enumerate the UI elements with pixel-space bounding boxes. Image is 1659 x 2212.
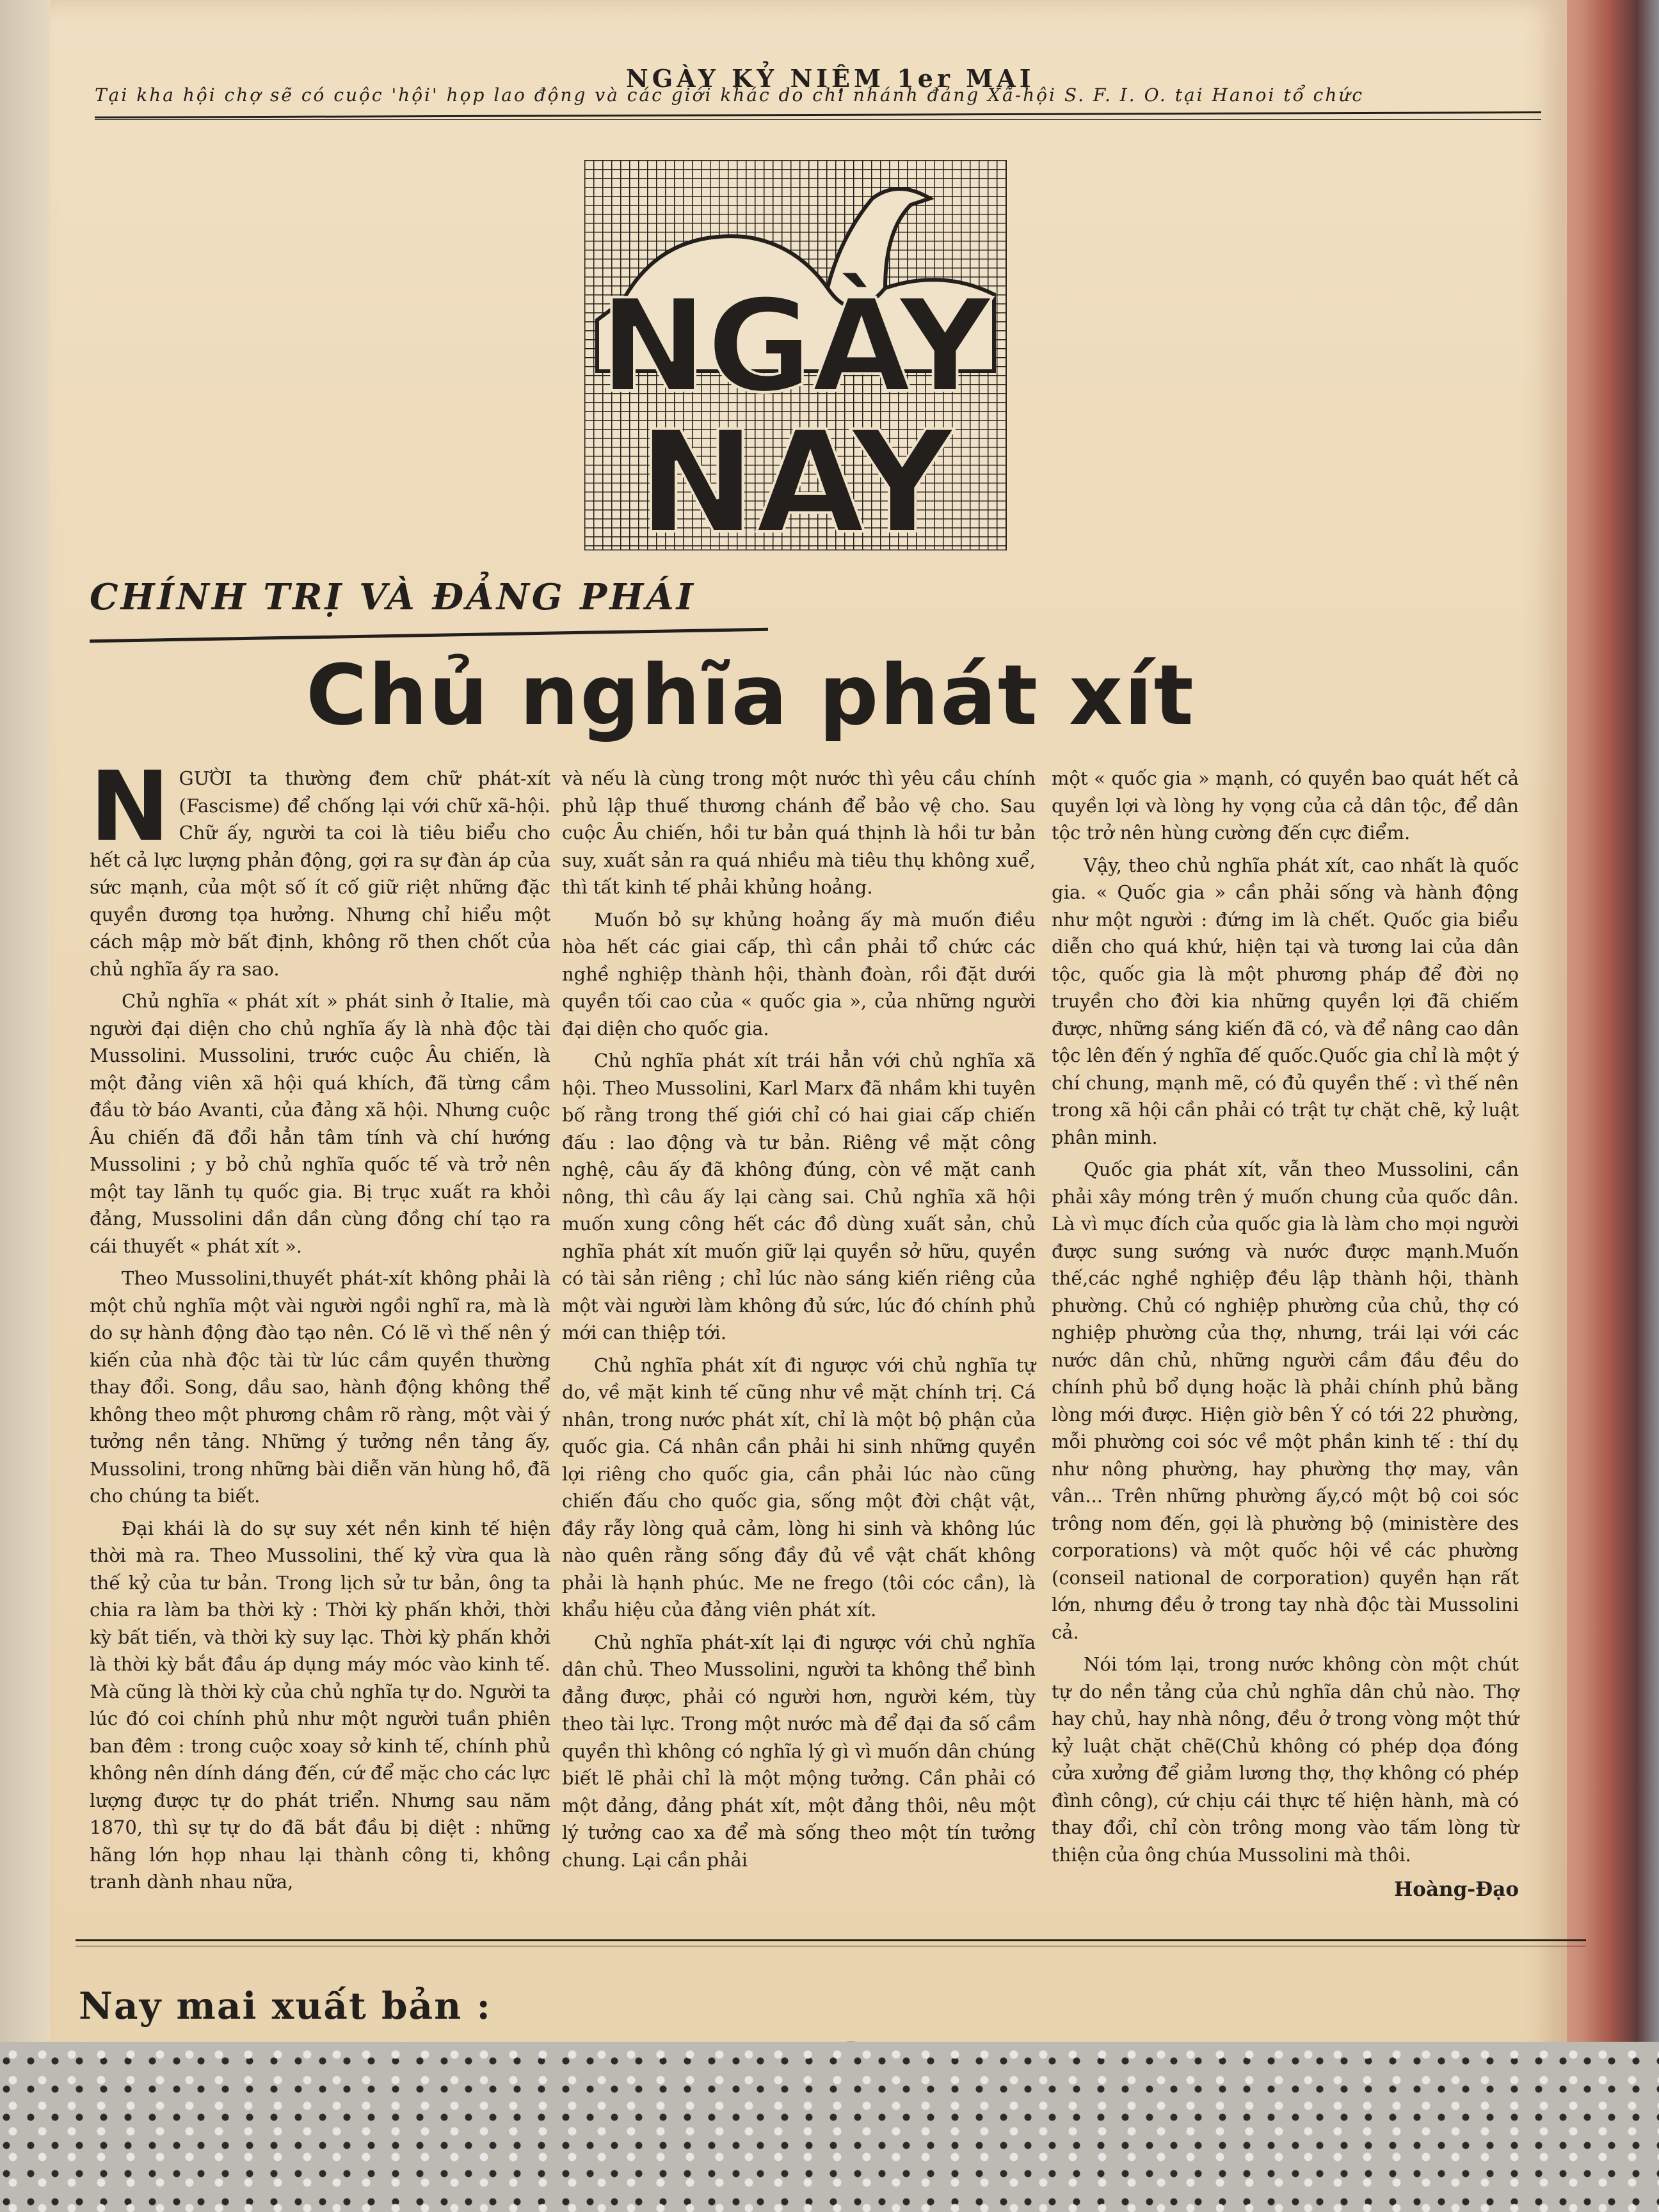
newspaper-page — [50, 0, 1567, 2125]
top-rule — [95, 111, 1541, 118]
headline: Chủ nghĩa phát xít — [306, 646, 1195, 744]
facing-page-edge — [0, 0, 58, 2212]
paragraph: Đại khái là do sự suy xét nền kinh tế hiện thời mà ra. Theo Mussolini, thế kỷ vừa qua là thế kỷ của tư bản. Trong lịch sử tư bản, ông ta chia ra làm ba thời kỳ : Thời kỳ phấn khởi, thời kỳ bất tiến, và thời kỳ suy lạc. Thời kỳ phấn khởi là thời kỳ bắt đầu áp dụng máy móc vào kinh tế. Mà cũng là thời kỳ của chủ nghĩa tự do. Người ta lúc đó coi chính phủ như một người tuần phiên ban đêm : trong cuộc xoay sở kinh tế, chính phủ không nên dính dáng đến, cứ để mặc cho các lực lượng được tự do phát triển. Nhưng sau năm 1870, thì sự tự do đã bắt đầu bị diệt : những hãng lớn họp nhau lại thành công ti, không tranh dành nhau nữa, — [90, 1517, 550, 1893]
bottom-rule — [76, 1939, 1586, 1941]
fabric-background — [0, 2042, 1659, 2212]
logo-word-nay: NAY — [637, 401, 954, 550]
paragraph: Vậy, theo chủ nghĩa phát xít, cao nhất là quốc gia. « Quốc gia » cần phải sống và hành động như một người : đứng im là chết. Quốc gia biểu diễn cho quá khứ, hiện tại và tương lai của dân tộc, quốc gia là một phương pháp để đời nọ truyền cho đời kia những quyền lợi đã chiếm được, những sáng kiến đã có, và để nâng cao dân tộc lên đến ý nghĩa đế quốc.Quốc gia chỉ là một ý chí chung, mạnh mẽ, có đủ quyền thế : vì thế nên trong xã hội cần phải có trật tự chặt chẽ, kỷ luật phân minh. — [1052, 854, 1519, 1148]
ngay-nay-logo — [584, 160, 1007, 550]
announcement-label: Nay mai xuất bản : — [79, 1984, 492, 2028]
paragraph: Chủ nghĩa phát xít đi ngược với chủ nghĩa tự do, về mặt kinh tế cũng như về mặt chính trị. Cá nhân, trong nước phát xít, chỉ là một bộ phận của quốc gia. Cá nhân cần phải hi sinh những quyền lợi riêng cho quốc gia, cần phải lúc nào cũng chiến đấu cho quốc gia, sống một đời chật vật, đầy rẫy lòng quả cảm, lòng hi sinh và không lúc nào quên rằng sống đầy đủ về vật chất không phải là hạnh phúc. Me ne frego (tôi cóc cần), là khẩu hiệu của đảng viên phát xít. — [562, 1354, 1036, 1621]
author-byline: Hoàng-Đạo — [1394, 1878, 1519, 1901]
section-label: CHÍNH TRỊ VÀ ĐẢNG PHÁI — [90, 576, 696, 618]
top-rule-thin — [95, 119, 1541, 120]
masthead: NGÀY KỶ NIỆM 1er MAI — [626, 64, 1035, 93]
paragraph: Muốn bỏ sự khủng hoảng ấy mà muốn điều hòa hết các giai cấp, thì cần phải tổ chức các nghề nghiệp thành hội, thành đoàn, rồi đặt dưới quyền tối cao của « quốc gia », của những người đại diện cho quốc gia. — [562, 908, 1036, 1039]
logo-word-ngay: NGÀY — [599, 272, 992, 421]
paragraph: và nếu là cùng trong một nước thì yêu cầu chính phủ lập thuế thương chánh để bảo vệ cho. Sau cuộc Âu chiến, hồi tư bản quá thịnh là hồi tư bản suy, xuất sản ra quá nhiều mà tiêu thụ không xuể, thì tất kinh tế phải khủng hoảng. — [562, 767, 1036, 898]
paragraph: Chủ nghĩa « phát xít » phát sinh ở Italie, mà người đại diện cho chủ nghĩa ấy là nhà độc tài Mussolini. Mussolini, trước cuộc Âu chiến, là một đảng viên xã hội quá khích, đã từng cầm đầu tờ báo Avanti, của đảng xã hội. Nhưng cuộc Âu chiến đã đổi hẳn tâm tính và chí hướng Mussolini ; y bỏ chủ nghĩa quốc tế và trở nên một tay lãnh tụ quốc gia. Bị trục xuất ra khỏi đảng, Mussolini dần dần cùng đồng chí tạo ra cái thuyết « phát xít ». — [90, 990, 550, 1257]
paragraph: Nói tóm lại, trong nước không còn một chút tự do nền tảng của chủ nghĩa dân chủ nào. Thợ hay chủ, hay nhà nông, đều ở trong vòng một thứ kỷ luật chặt chẽ(Chủ không có phép dọa đóng cửa xưởng để giảm lương thợ, thợ không có phép đình công), cứ chịu cái thực tế hiện hành, mà có thay đổi, chỉ còn trông mong vào tấm lòng từ thiện của ông chúa Mussolini mà thôi. — [1052, 1653, 1519, 1866]
section-underline — [90, 628, 768, 643]
article-column-2 — [562, 765, 1036, 1879]
drop-cap: N — [90, 751, 170, 863]
article-column-1 — [90, 751, 550, 1901]
paragraph: Quốc gia phát xít, vẫn theo Mussolini, cần phải xây móng trên ý muốn chung của quốc dân. Là vì mục đích của quốc gia là làm cho mọi người được sung sướng và nước được mạnh.Muốn thế,các nghề nghiệp đều lập thành hội, thành phường. Chủ có nghiệp phường của chủ, thợ có nghiệp phường của thợ, nhưng, trái lại với các nước dân chủ, những người cầm đầu đều do chính phủ bổ dụng hoặc là phải chính phủ bằng lòng mới được. Hiện giờ bên Ý có tới 22 phường, mỗi phường coi sóc về một phần kinh tế : thí dụ như nông phường, hay phường thợ may, vân vân... Trên những phường ấy,có một bộ coi sóc trông nom đến, gọi là phường bộ (ministère des corporations) và một quốc hội về các phường (conseil national de corporation) quyền hạn rất lớn, nhưng đều ở trong tay nhà độc tài Mussolini cả. — [1052, 1158, 1519, 1643]
paragraph: Theo Mussolini,thuyết phát-xít không phải là một chủ nghĩa một vài người ngồi nghĩ ra, mà là do sự hành động đào tạo nên. Có lẽ vì thế nên ý kiến của nhà độc tài từ lúc cầm quyền thường thay đổi. Song, dầu sao, hành động không thể không theo một phương châm rõ ràng, một vài ý tưởng nền tảng. Những ý tưởng nền tảng ấy, Mussolini, trong những bài diễn văn hùng hồ, đã cho chúng ta biết. — [90, 1267, 550, 1507]
article-column-3 — [1052, 765, 1519, 1903]
intro-line: Tại kha hội chợ sẽ có cuộc 'hội' họp lao động và các giới khác do chi nhánh đảng Xã-hội S. F. I. O. tại Hanoi tổ chức — [95, 84, 1365, 106]
paragraph: một « quốc gia » mạnh, có quyền bao quát hết cả quyền lợi và lòng hy vọng của cả dân tộc, để dân tộc trở nên hùng cường đến cực điểm. — [1052, 767, 1519, 844]
paragraph: Chủ nghĩa phát xít trái hẳn với chủ nghĩa xã hội. Theo Mussolini, Karl Marx đã nhầm khi tuyên bố rằng trong thế giới chỉ có hai giai cấp chiến đấu : lao động và tư bản. Riêng về mặt công nghệ, câu ấy đã không đúng, còn về mặt canh nông, thì câu ấy lại càng sai. Chủ nghĩa xã hội muốn xung công hết các đồ dùng xuất sản, chủ nghĩa phát xít muốn giữ lại quyền sở hữu, quyền có tài sản riêng ; chỉ lúc nào sáng kiến riêng của một vài người làm không đủ sức, lúc đó chính phủ mới can thiệp tới. — [562, 1050, 1036, 1343]
paragraph: GƯỜI ta thường đem chữ phát-xít (Fascisme) để chống lại với chữ xã-hội. Chữ ấy, người ta coi là tiêu biểu cho hết cả lực lượng phản động, gợi ra sự đàn áp của sức mạnh, của một số ít cố giữ riệt những đặc quyền đương tọa hưởng. Nhưng chỉ hiểu một cách mập mờ bất định, không rõ then chốt của chủ nghĩa ấy ra sao. — [90, 767, 550, 980]
paragraph: Chủ nghĩa phát-xít lại đi ngược với chủ nghĩa dân chủ. Theo Mussolini, người ta không thể bình đẳng được, phải có người hơn, người kém, tùy theo tài lực. Trong một nước mà để đại đa số cầm quyền thì không có nghĩa lý gì vì muốn dân chúng biết lẽ phải chỉ là một mộng tưởng. Cần phải có một đảng, đảng phát xít, một đảng thôi, nêu một lý tưởng cao xa để mà sống theo một tín tưởng chung. Lại cần phải — [562, 1631, 1036, 1871]
